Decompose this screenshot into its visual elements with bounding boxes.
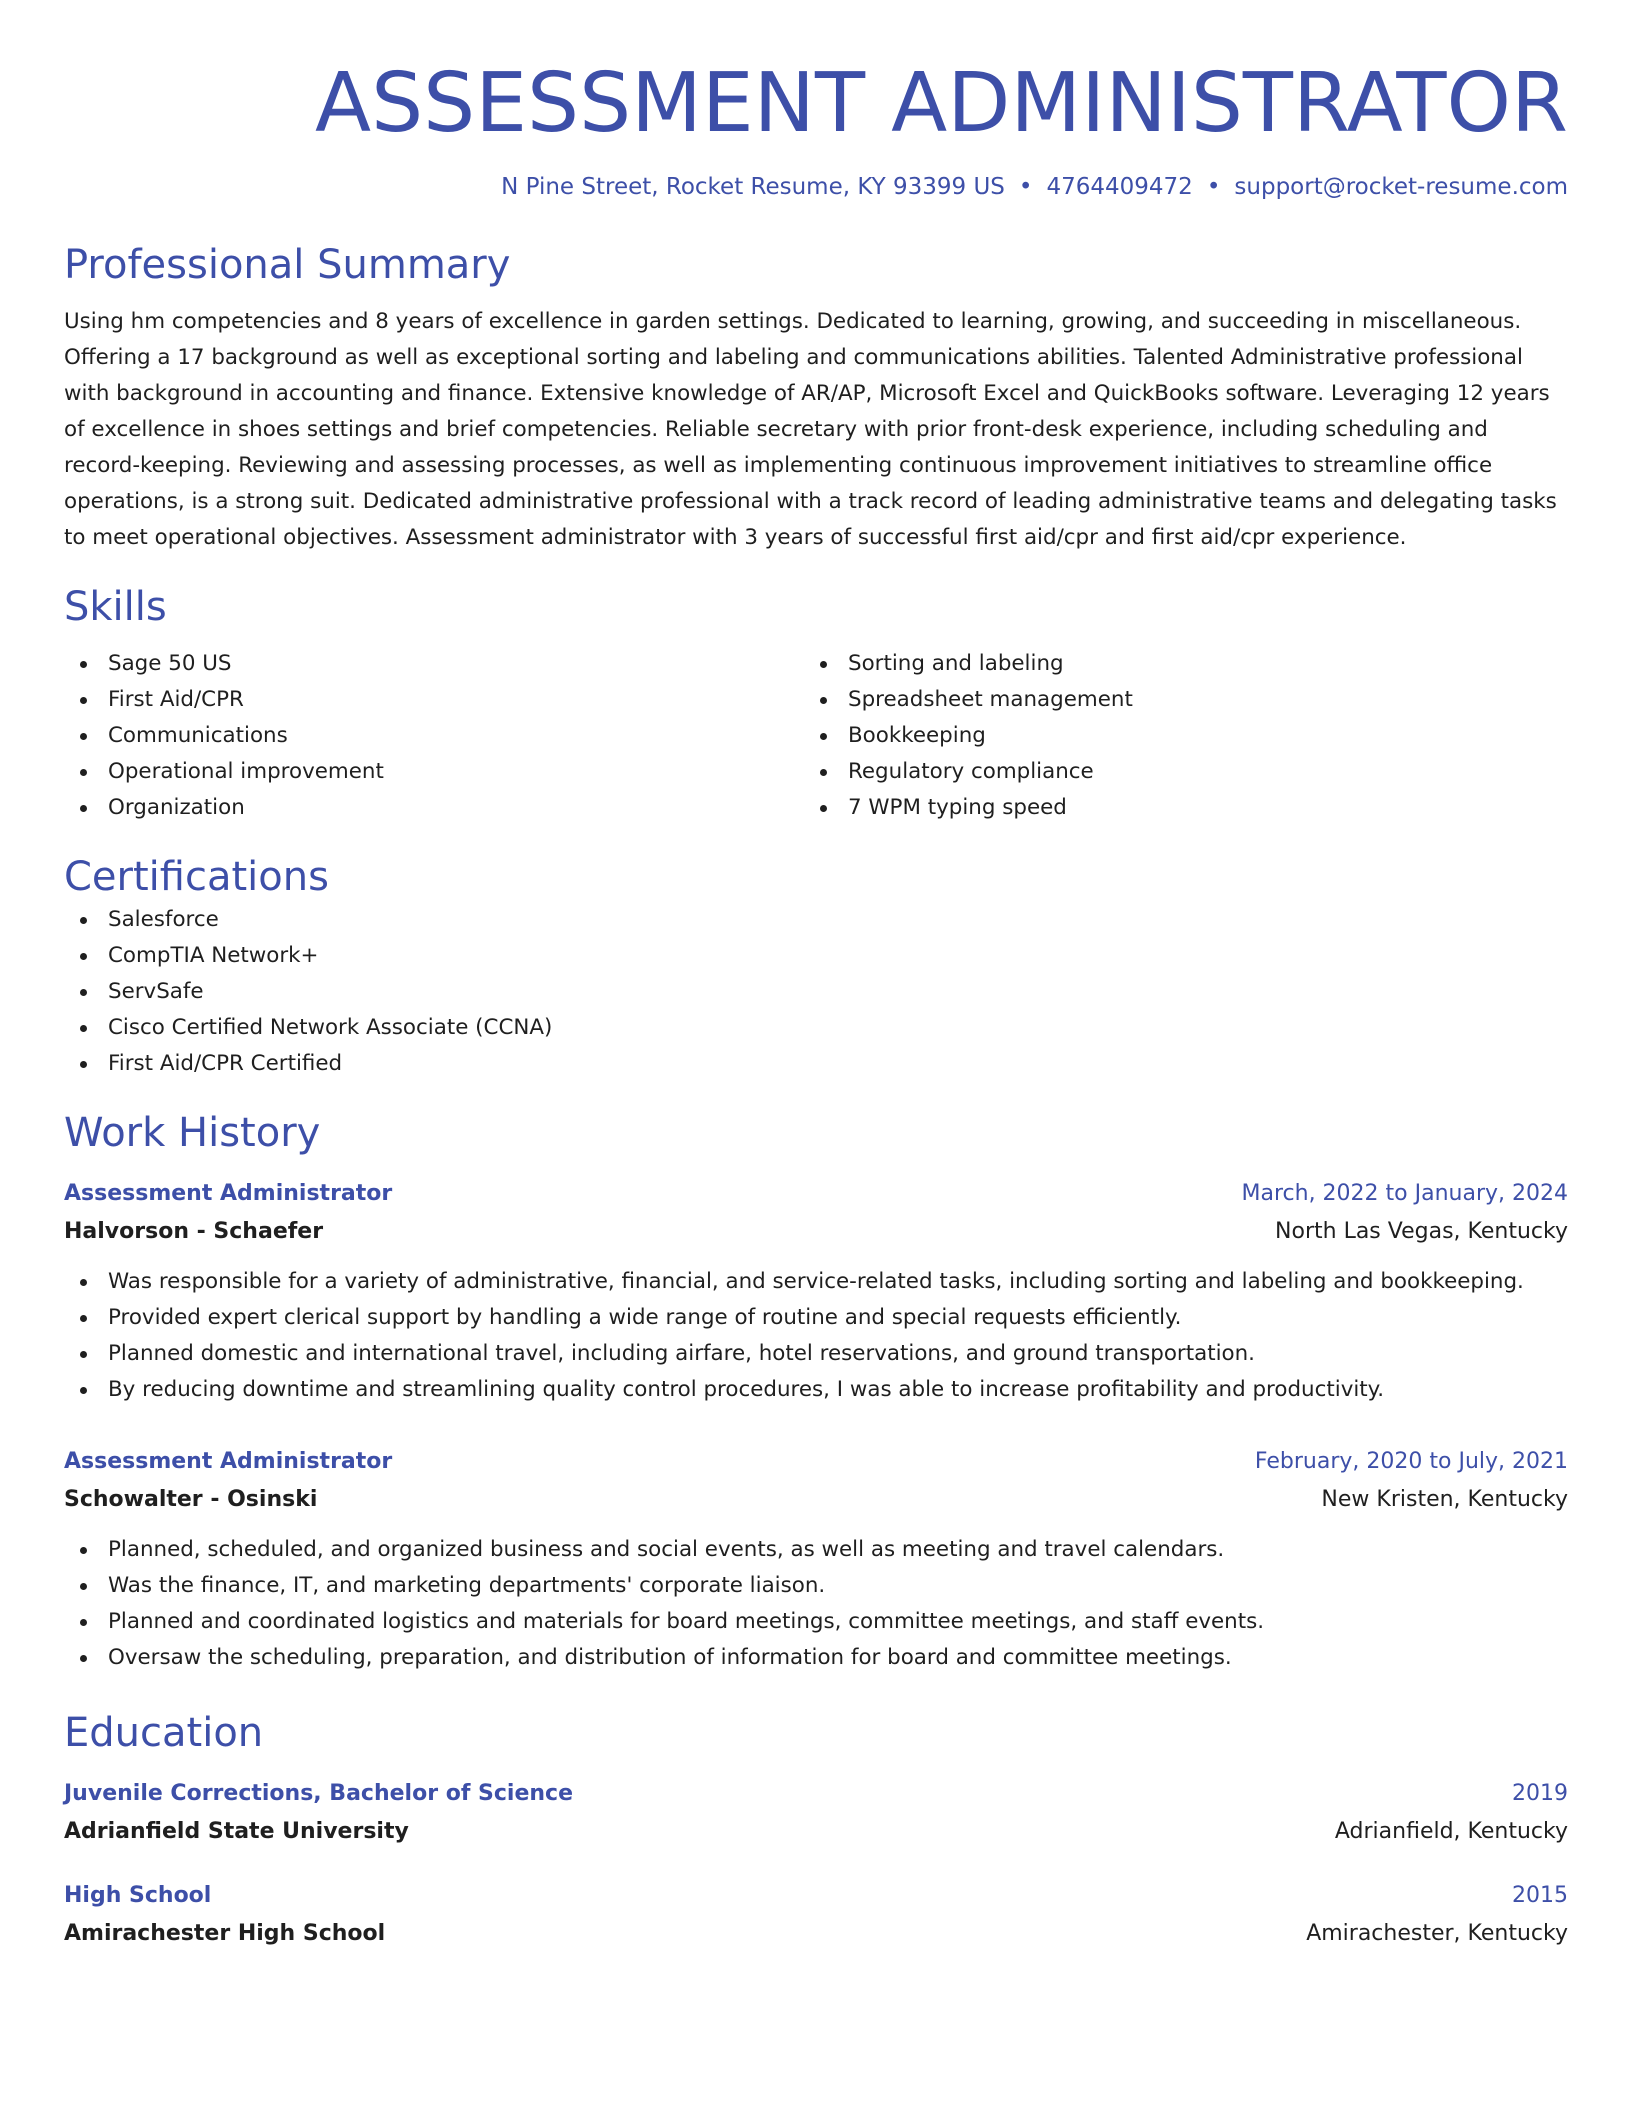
section-title-education: Education <box>64 1710 264 1756</box>
summary-text: Using hm competencies and 8 years of excellence in garden settings. Dedicated to learning, growing, and succeeding in miscellaneous. Offering a 17 background as well as exceptional sorting and labeling and communications abilities. Talented Administrative professional with background in accounting and finance. Extensive knowledge of AR/AP, Microsoft Excel and QuickBooks software. Leveraging 12 years of excellence in shoes settings and brief competencies. Reliable secretary with prior front-desk experience, including scheduling and record-keeping. Reviewing and assessing processes, as well as implementing continuous improvement initiatives to streamline office operations, is a strong suit. Dedicated administrative professional with a track record of leading administrative teams and delegating tasks to meet operational objectives. Assessment administrator with 3 years of successful first aid/cpr and first aid/cpr experience. <box>64 309 1557 550</box>
education-degree: Juvenile Corrections, Bachelor of Science <box>64 1781 574 1806</box>
job-entry <box>64 1176 1568 1408</box>
job-header-row <box>64 1176 1568 1212</box>
skill-item: Sorting and labeling <box>804 646 1544 682</box>
job-company: Schowalter - Osinski <box>64 1487 318 1512</box>
certification-item: ServSafe <box>64 974 1568 1010</box>
skill-item: First Aid/CPR <box>64 682 804 718</box>
skill-item: Operational improvement <box>64 754 804 790</box>
job-company-row <box>64 1212 1568 1252</box>
job-duty-item: Provided expert clerical support by handling a wide range of routine and special requests efficiently. <box>64 1300 1568 1336</box>
education-school-row <box>64 1914 1568 1954</box>
skills-column-left <box>64 646 804 826</box>
job-duties <box>64 1264 1568 1408</box>
job-duty-item: Planned domestic and international travel, including airfare, hotel reservations, and ground transportation. <box>64 1336 1568 1372</box>
education-location: Adrianfield, Kentucky <box>1334 1819 1568 1844</box>
certification-item: First Aid/CPR Certified <box>64 1046 1568 1082</box>
skill-item: Organization <box>64 790 804 826</box>
job-duty-item: Was responsible for a variety of administrative, financial, and service-related tasks, including sorting and labeling and bookkeeping. <box>64 1264 1568 1300</box>
certification-item: Salesforce <box>64 902 1568 938</box>
skill-item: Sage 50 US <box>64 646 804 682</box>
skill-item: Spreadsheet management <box>804 682 1544 718</box>
job-header-row <box>64 1444 1568 1480</box>
skill-item: Communications <box>64 718 804 754</box>
education-entry <box>64 1776 1568 1852</box>
education-entry <box>64 1878 1568 1954</box>
education-degree: High School <box>64 1883 212 1908</box>
certifications-list <box>64 902 1568 1082</box>
certification-item: CompTIA Network+ <box>64 938 1568 974</box>
skill-item: 7 WPM typing speed <box>804 790 1544 826</box>
section-title-summary: Professional Summary <box>64 242 511 288</box>
certification-item: Cisco Certified Network Associate (CCNA) <box>64 1010 1568 1046</box>
job-duty-item: Was the finance, IT, and marketing departments' corporate liaison. <box>64 1568 1568 1604</box>
job-dates: March, 2022 to January, 2024 <box>1241 1181 1568 1206</box>
job-duty-item: Planned and coordinated logistics and materials for board meetings, committee meetings, and staff events. <box>64 1604 1568 1640</box>
education-school-row <box>64 1812 1568 1852</box>
skill-item: Bookkeeping <box>804 718 1544 754</box>
education-school: Adrianfield State University <box>64 1819 409 1844</box>
contact-phone: 4764409472 <box>1046 174 1193 200</box>
education-year: 2015 <box>1512 1883 1568 1908</box>
job-company: Halvorson - Schaefer <box>64 1219 324 1244</box>
skills-column-right <box>804 646 1544 826</box>
job-title: Assessment Administrator <box>64 1181 393 1206</box>
job-company-row <box>64 1480 1568 1520</box>
education-year: 2019 <box>1512 1781 1568 1806</box>
job-entry <box>64 1444 1568 1676</box>
section-title-certifications: Certifications <box>64 854 329 900</box>
job-title: Assessment Administrator <box>64 1449 393 1474</box>
section-title-work-history: Work History <box>64 1110 321 1156</box>
contact-address: N Pine Street, Rocket Resume, KY 93399 US <box>501 174 1005 200</box>
contact-separator: • <box>1018 174 1033 200</box>
job-duties <box>64 1532 1568 1676</box>
contact-line <box>64 172 1568 202</box>
education-location: Amirachester, Kentucky <box>1306 1921 1568 1946</box>
education-school: Amirachester High School <box>64 1921 386 1946</box>
job-location: North Las Vegas, Kentucky <box>1275 1219 1568 1244</box>
contact-separator: • <box>1206 174 1221 200</box>
candidate-name: ASSESSMENT ADMINISTRATOR <box>315 56 1568 151</box>
contact-email: support@rocket-resume.com <box>1234 174 1568 200</box>
skills-list <box>64 646 1568 826</box>
section-title-skills: Skills <box>64 584 167 630</box>
job-duty-item: By reducing downtime and streamlining quality control procedures, I was able to increase profitability and productivity. <box>64 1372 1568 1408</box>
skill-item: Regulatory compliance <box>804 754 1544 790</box>
job-duty-item: Planned, scheduled, and organized business and social events, as well as meeting and travel calendars. <box>64 1532 1568 1568</box>
job-location: New Kristen, Kentucky <box>1321 1487 1568 1512</box>
education-header-row <box>64 1776 1568 1812</box>
job-dates: February, 2020 to July, 2021 <box>1254 1449 1568 1474</box>
job-duty-item: Oversaw the scheduling, preparation, and distribution of information for board and committee meetings. <box>64 1640 1568 1676</box>
education-header-row <box>64 1878 1568 1914</box>
